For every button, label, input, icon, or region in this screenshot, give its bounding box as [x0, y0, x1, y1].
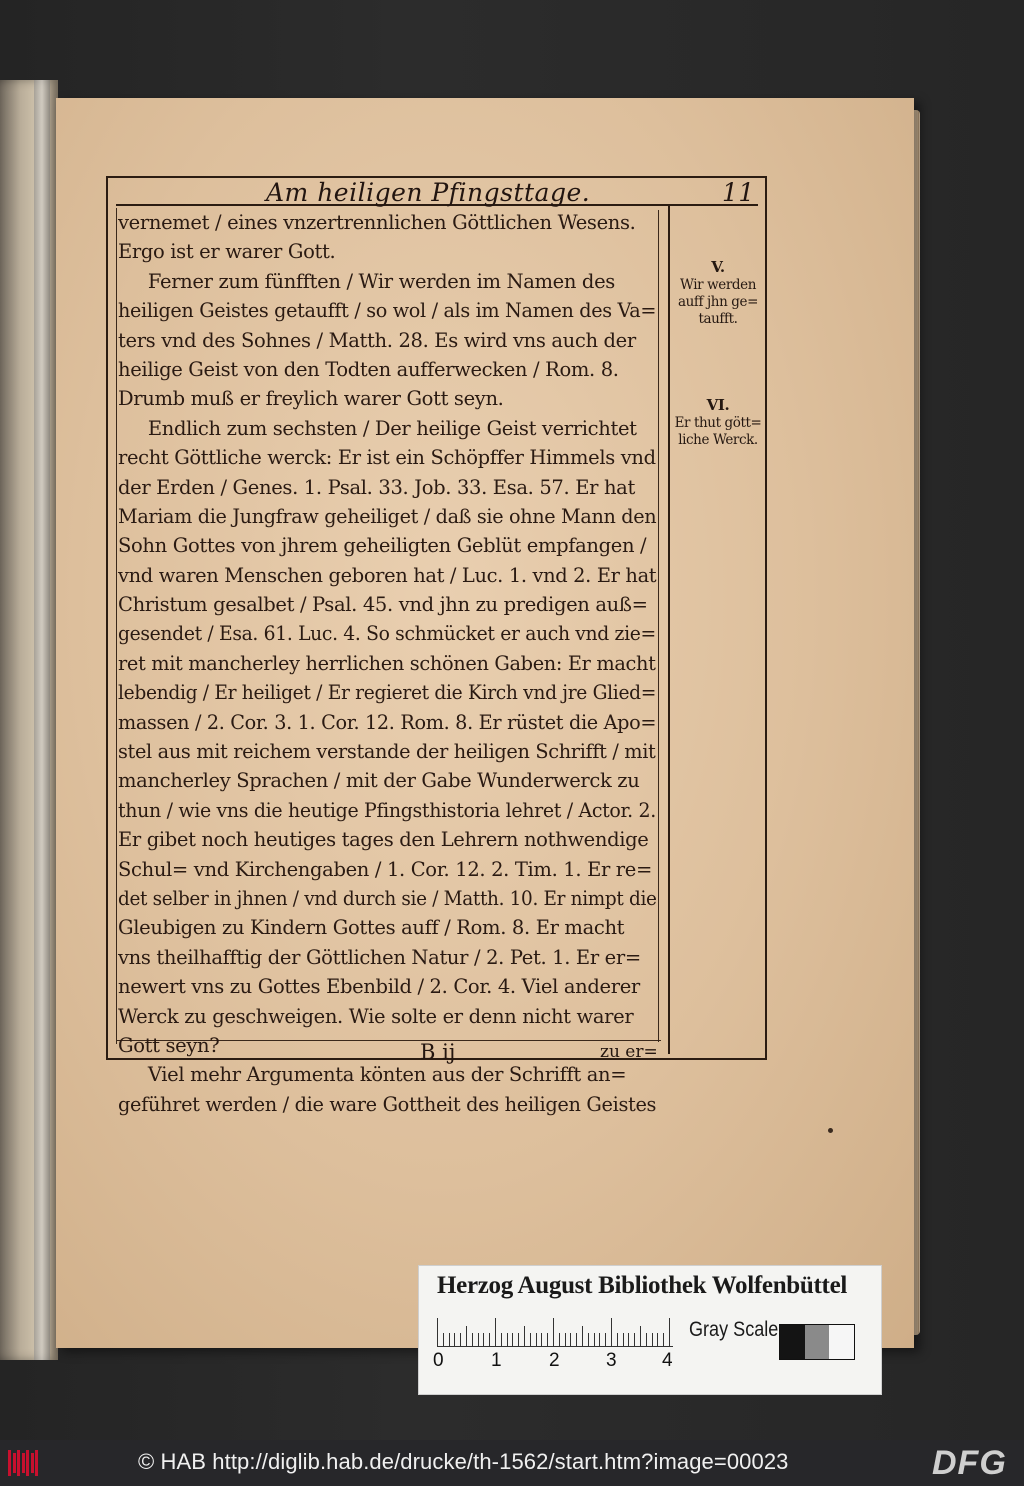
- ruler-tick: [518, 1333, 519, 1346]
- margin-note-number: VI.: [706, 396, 730, 414]
- ruler-tick: [507, 1333, 508, 1346]
- ruler-tick: [449, 1333, 450, 1346]
- gray-scale-swatch: [779, 1324, 855, 1360]
- swatch-white: [829, 1325, 854, 1359]
- text-line: Drumb muß er freylich warer Gott seyn.: [118, 387, 504, 411]
- ruler-tick: [541, 1333, 542, 1346]
- ruler-tick: [478, 1333, 479, 1346]
- margin-note-line: Er thut gött=: [674, 415, 762, 431]
- ruler-tick: [553, 1318, 554, 1346]
- text-line: vns theilhafftig der Göttlichen Natur / 2. Pet. 1. Er er=: [118, 945, 641, 969]
- text-line: stel aus mit reichem verstande der heiligen Schrifft / mit: [118, 740, 656, 764]
- scale-number: 4: [662, 1350, 673, 1371]
- ruler-tick: [443, 1333, 444, 1346]
- margin-note-line: auff jhn ge=: [677, 294, 759, 310]
- ruler-tick: [536, 1333, 537, 1346]
- text-line: vnd waren Menschen geboren hat / Luc. 1. vnd 2. Er hat: [118, 563, 657, 587]
- ruler-tick: [460, 1333, 461, 1346]
- text-line: Sohn Gottes von jhrem geheiligten Geblüt empfangen /: [118, 534, 647, 558]
- logo-bar: [13, 1453, 16, 1473]
- text-line: Werck zu geschweigen. Wie solte er denn nicht warer: [118, 1004, 634, 1028]
- logo-bar: [17, 1450, 20, 1476]
- ruler-tick: [669, 1318, 670, 1346]
- logo-bar: [22, 1453, 25, 1473]
- ruler-tick: [530, 1333, 531, 1346]
- ruler-tick: [652, 1333, 653, 1346]
- text-line: recht Göttliche werck: Er ist ein Schöpffer Himmels vnd: [118, 446, 656, 470]
- hab-logo-icon: [8, 1450, 40, 1476]
- text-line: Er gibet noch heutiges tages den Lehrern nothwendige: [118, 828, 649, 852]
- ruler-tick: [628, 1333, 629, 1346]
- ruler-tick: [663, 1333, 664, 1346]
- footer-bar: [0, 1440, 1024, 1486]
- ruler-tick: [617, 1333, 618, 1346]
- dfg-logo: DFG: [932, 1444, 1007, 1482]
- ruler-tick: [634, 1333, 635, 1346]
- text-line: heilige Geist von den Todten aufferwecken / Rom. 8.: [118, 357, 619, 381]
- ruler-tick: [495, 1318, 496, 1346]
- ruler-tick: [570, 1333, 571, 1346]
- ruler-tick: [524, 1326, 525, 1346]
- ruler-tick: [646, 1333, 647, 1346]
- page-number: 11: [722, 178, 755, 207]
- institution-name: Herzog August Bibliothek Wolfenbüttel: [437, 1272, 848, 1299]
- ruler-tick: [454, 1333, 455, 1346]
- margin-note-line: taufft.: [698, 311, 738, 327]
- ruler-tick: [576, 1333, 577, 1346]
- swatch-black: [780, 1325, 805, 1359]
- text-left-rule: [116, 208, 117, 1044]
- ruler-tick: [512, 1333, 513, 1346]
- text-line: Schul= vnd Kirchengaben / 1. Cor. 12. 2. Tim. 1. Er re=: [118, 857, 652, 881]
- ruler-tick: [559, 1333, 560, 1346]
- text-line: Ergo ist er warer Gott.: [118, 240, 336, 264]
- text-line: Christum gesalbet / Psal. 45. vnd jhn zu predigen auß=: [118, 593, 648, 617]
- margin-note-number: V.: [711, 258, 725, 276]
- logo-bar: [26, 1450, 29, 1476]
- text-line: massen / 2. Cor. 3. 1. Cor. 12. Rom. 8. Er rüstet die Apo=: [118, 710, 657, 734]
- ruler-tick: [623, 1333, 624, 1346]
- signature-mark: B ij: [420, 1040, 456, 1064]
- text-line: Gott seyn?: [118, 1033, 220, 1057]
- binding-strip: [34, 80, 50, 1360]
- text-line: gesendet / Esa. 61. Luc. 4. So schmücket er auch vnd zie=: [118, 622, 656, 646]
- text-line: vernemet / eines vnzertrennlichen Göttlichen Wesens.: [118, 211, 636, 234]
- text-line: mancherley Sprachen / mit der Gabe Wunderwerck zu: [118, 769, 640, 793]
- scale-ruler: [437, 1318, 673, 1346]
- text-line: der Erden / Genes. 1. Psal. 33. Job. 33. Esa. 57. Er hat: [118, 475, 635, 499]
- body-text: [118, 208, 658, 1119]
- ruler-tick: [472, 1333, 473, 1346]
- scale-number: 3: [606, 1350, 617, 1371]
- swatch-gray: [805, 1325, 830, 1359]
- text-line: thun / wie vns die heutige Pfingsthistoria lehret / Actor. 2.: [118, 798, 656, 822]
- text-line: Endlich zum sechsten / Der heilige Geist verrichtet: [147, 416, 637, 440]
- logo-bar: [35, 1450, 38, 1476]
- text-line: det selber in jhnen / vnd durch sie / Matth. 10. Er nimpt die: [118, 886, 657, 910]
- calibration-card: [418, 1265, 882, 1395]
- margin-note-line: Wir werden: [679, 277, 757, 293]
- text-line: heiligen Geistes getaufft / so wol / als im Namen des Va=: [118, 299, 657, 323]
- ruler-baseline: [437, 1346, 673, 1347]
- text-line: Viel mehr Argumenta könten aus der Schrifft an=: [147, 1063, 627, 1087]
- text-line: lebendig / Er heiliget / Er regieret die Kirch vnd jre Glied=: [118, 681, 657, 705]
- logo-bar: [8, 1450, 11, 1476]
- running-title: Am heiligen Pfingsttage.: [266, 178, 591, 207]
- text-right-rule: [658, 210, 659, 1042]
- scale-number: 0: [433, 1350, 444, 1371]
- ruler-tick: [588, 1333, 589, 1346]
- scale-number: 2: [549, 1350, 560, 1371]
- copyright-url[interactable]: © HAB http://diglib.hab.de/drucke/th-1562/start.htm?image=00023: [138, 1449, 789, 1474]
- ruler-tick: [437, 1318, 438, 1346]
- margin-note-vi: [672, 396, 764, 449]
- ruler-tick: [565, 1333, 566, 1346]
- text-line: ters vnd des Sohnes / Matth. 28. Es wird vns auch der: [118, 328, 636, 352]
- text-line: geführet werden / die ware Gottheit des heiligen Geistes: [118, 1092, 657, 1116]
- ruler-tick: [466, 1326, 467, 1346]
- logo-bar: [31, 1453, 34, 1473]
- catchword: zu er=: [600, 1042, 658, 1062]
- ruler-tick: [489, 1333, 490, 1346]
- ruler-tick: [599, 1333, 600, 1346]
- ruler-tick: [483, 1333, 484, 1346]
- margin-column-rule: [668, 204, 670, 1054]
- text-line: Gleubigen zu Kindern Gottes auff / Rom. 8. Er macht: [118, 916, 625, 940]
- ruler-tick: [501, 1333, 502, 1346]
- text-line: ret mit mancherley herrlichen schönen Gaben: Er macht: [118, 651, 656, 675]
- text-line: newert vns zu Gottes Ebenbild / 2. Cor. 4. Viel anderer: [118, 975, 640, 999]
- ruler-tick: [547, 1333, 548, 1346]
- margin-note-line: liche Werck.: [678, 432, 758, 448]
- ruler-tick: [594, 1333, 595, 1346]
- ink-spot: [828, 1128, 833, 1133]
- scale-number: 1: [491, 1350, 502, 1371]
- text-line: Mariam die Jungfraw geheiliget / daß sie ohne Mann den: [118, 504, 657, 528]
- margin-note-v: [672, 258, 764, 328]
- text-line: Ferner zum fünfften / Wir werden im Namen des: [147, 269, 615, 293]
- ruler-tick: [640, 1326, 641, 1346]
- ruler-tick: [605, 1333, 606, 1346]
- ruler-tick: [582, 1326, 583, 1346]
- gray-scale-label: Gray Scale: [689, 1318, 779, 1341]
- ruler-tick: [611, 1318, 612, 1346]
- ruler-tick: [657, 1333, 658, 1346]
